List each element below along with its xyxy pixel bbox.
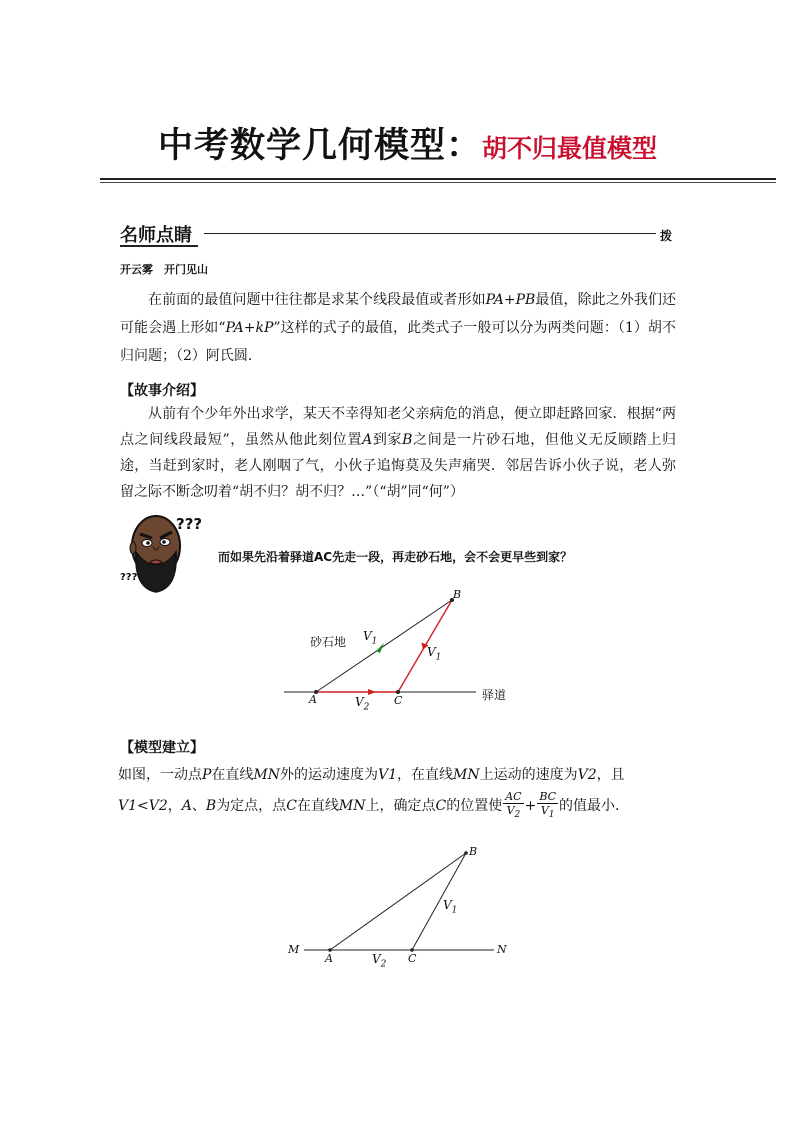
question-marks-side: ??? xyxy=(120,572,138,583)
title-rule xyxy=(100,178,776,180)
story-paragraph xyxy=(120,401,676,505)
fraction-ac-v2: $\frac{AC}{V_2}$ xyxy=(505,790,522,821)
section-tagline: 开云雾 开门见山 xyxy=(120,263,208,276)
figure-2-model-diagram xyxy=(296,845,506,965)
section-divider xyxy=(204,233,656,234)
fig2-v2: $V_2$ xyxy=(372,952,387,970)
model-paragraph: 如图，一动点P在直线MN外的运动速度为V1，在直线MN上运动的速度为V2，且 V1<V2，A、B为定点，点C在直线MN上，确定点C的位置使 $\frac{AC}{V_2}$ + $\frac{BC}{V_1}$ 的值最小． xyxy=(118,767,630,821)
fig1-v2-road: $V_2$ xyxy=(355,695,370,713)
fig1-point-a: A xyxy=(309,693,317,706)
story-heading: 【故事介绍】 xyxy=(120,383,204,399)
fig1-point-c: C xyxy=(394,694,403,707)
fig2-point-b: B xyxy=(469,845,478,858)
fraction-bc-v1: $\frac{BC}{V_1}$ xyxy=(539,790,557,821)
label-sand: 砂石地 xyxy=(310,635,347,649)
fig2-point-c: C xyxy=(408,952,417,965)
intro-expr-1: PA+PB xyxy=(485,292,536,308)
label-road: 驿道 xyxy=(482,688,507,702)
intro-paragraph xyxy=(120,286,676,370)
section-heading: 名师点睛 xyxy=(120,225,192,246)
intro-text-2: 最值，除此之外我们还可能会遇上形如“ xyxy=(120,292,677,336)
intro-text-1: 在前面的最值问题中往往都是求某个线段最值或者形如 xyxy=(148,292,486,308)
segment-bc xyxy=(412,853,466,950)
fig1-point-b: B xyxy=(453,588,462,601)
story-text-3: 之间是一片砂石地，但他义无反顾踏上归途，当赶到家时，老人刚咽了气，小伙子追悔莫及失声痛哭．邻居告诉小伙子说，老人弥留之际不断念叨着“胡不归？胡不归？…”（“胡”同“何”） xyxy=(120,432,677,500)
thought-question: 而如果先沿着驿道AC先走一段，再走砂石地，会不会更早些到家？ xyxy=(218,550,573,564)
question-marks-top: ??? xyxy=(176,515,203,533)
title-sub: 胡不归最值模型 xyxy=(482,134,658,163)
fig2-point-m: M xyxy=(288,943,300,956)
title-rule-thin xyxy=(100,182,776,183)
title-main: 中考数学几何模型： xyxy=(158,126,483,166)
section-heading-end: 拨 xyxy=(660,229,673,243)
model-heading: 【模型建立】 xyxy=(120,740,204,756)
fig2-point-a: A xyxy=(325,952,333,965)
story-text-1: 从前有个少年外出求学，某天不幸得知老父亲病危的消息，便立即赶路回家．根据“两点之间线段最短”，虽然从他此刻位置 xyxy=(120,406,676,448)
story-text-2: 到家 xyxy=(372,432,403,448)
fig1-v1-detour: $V_1$ xyxy=(427,645,442,663)
section-heading-underline xyxy=(120,245,198,247)
page-title xyxy=(158,118,657,168)
fig2-point-n: N xyxy=(497,943,507,956)
fig1-v1-sand: $V_1$ xyxy=(363,629,378,647)
intro-expr-2: PA+kP xyxy=(225,320,274,336)
intro-text-3: ”这样的式子的最值，此类式子一般可以分为两类问题：（1）胡不归问题；（2）阿氏圆. xyxy=(120,320,676,364)
fig2-v1: $V_1$ xyxy=(443,898,458,916)
story-point-b: B xyxy=(402,432,413,448)
story-point-a: A xyxy=(362,432,373,448)
